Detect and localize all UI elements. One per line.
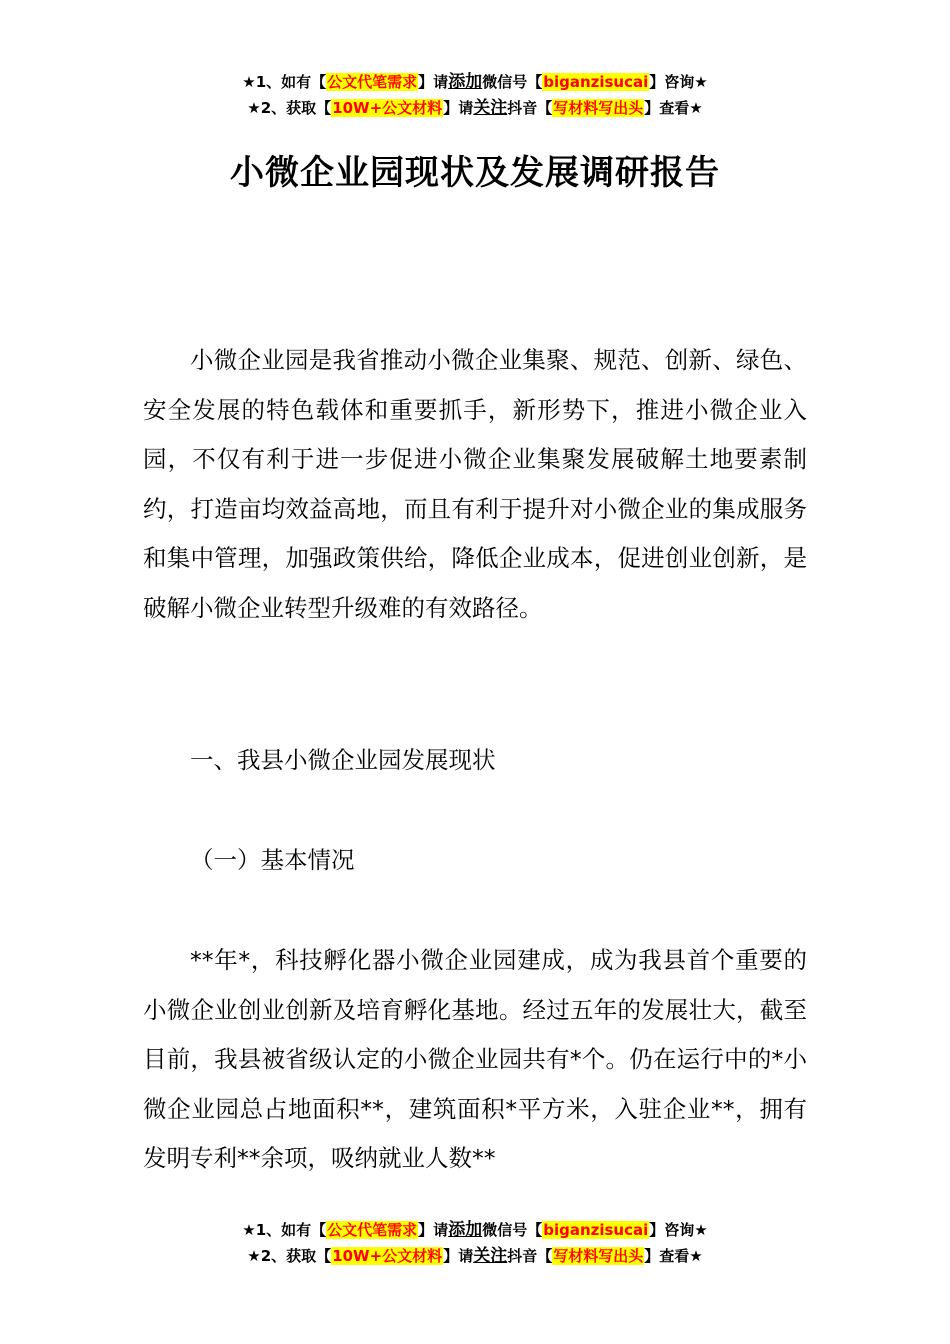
highlight-service: 公文代笔需求 bbox=[327, 1221, 418, 1239]
highlight-wechat-id: biganzisucai bbox=[543, 1221, 649, 1239]
highlight-service: 公文代笔需求 bbox=[327, 73, 418, 91]
highlight-wechat-id: biganzisucai bbox=[543, 73, 649, 91]
highlight-materials: 10W+公文材料 bbox=[332, 99, 443, 117]
emphasis-text: 添加 bbox=[448, 1220, 483, 1240]
intro-paragraph: 小微企业园是我省推动小微企业集聚、规范、创新、绿色、安全发展的特色载体和重要抓手，新形势下，推进小微企业入园，不仅有利于进一步促进小微企业集聚发展破解土地要素制约，打造亩均效益高地，而且有利于提升对小微企业的集成服务和集中管理，加强政策供给，降低企业成本，促进创业创新，是破解小微企业转型升级难的有效路径。 bbox=[143, 346, 807, 622]
body-paragraph: **年*，科技孵化器小微企业园建成，成为我县首个重要的小微企业创业创新及培育孵化基地。经过五年的发展壮大，截至目前，我县被省级认定的小微企业园共有*个。仍在运行中的*小微企业园总占地面积**，建筑面积*平方米，入驻企业**，拥有发明专利**余项，吸纳就业人数** bbox=[143, 946, 807, 1173]
notice-line-1: ★1、如有【公文代笔需求】请添加微信号【biganzisucai】咨询★ bbox=[242, 1220, 708, 1240]
emphasis-text: 关注 bbox=[473, 1246, 508, 1266]
notice-line-1: ★1、如有【公文代笔需求】请添加微信号【biganzisucai】咨询★ bbox=[242, 72, 708, 92]
emphasis-text: 关注 bbox=[473, 98, 508, 118]
notice-line-2: ★2、获取【10W+公文材料】请关注抖音【写材料写出头】查看★ bbox=[247, 1246, 703, 1266]
section-heading: 一、我县小微企业园发展现状 bbox=[190, 746, 496, 774]
footer-notice bbox=[0, 1217, 950, 1269]
notice-line-2: ★2、获取【10W+公文材料】请关注抖音【写材料写出头】查看★ bbox=[247, 98, 703, 118]
header-notice bbox=[0, 69, 950, 121]
emphasis-text: 添加 bbox=[448, 72, 483, 92]
highlight-materials: 10W+公文材料 bbox=[332, 1247, 443, 1265]
highlight-douyin-account: 写材料写出头 bbox=[553, 99, 644, 117]
document-title: 小微企业园现状及发展调研报告 bbox=[230, 153, 720, 193]
highlight-douyin-account: 写材料写出头 bbox=[553, 1247, 644, 1265]
subsection-heading: （一）基本情况 bbox=[190, 846, 355, 874]
